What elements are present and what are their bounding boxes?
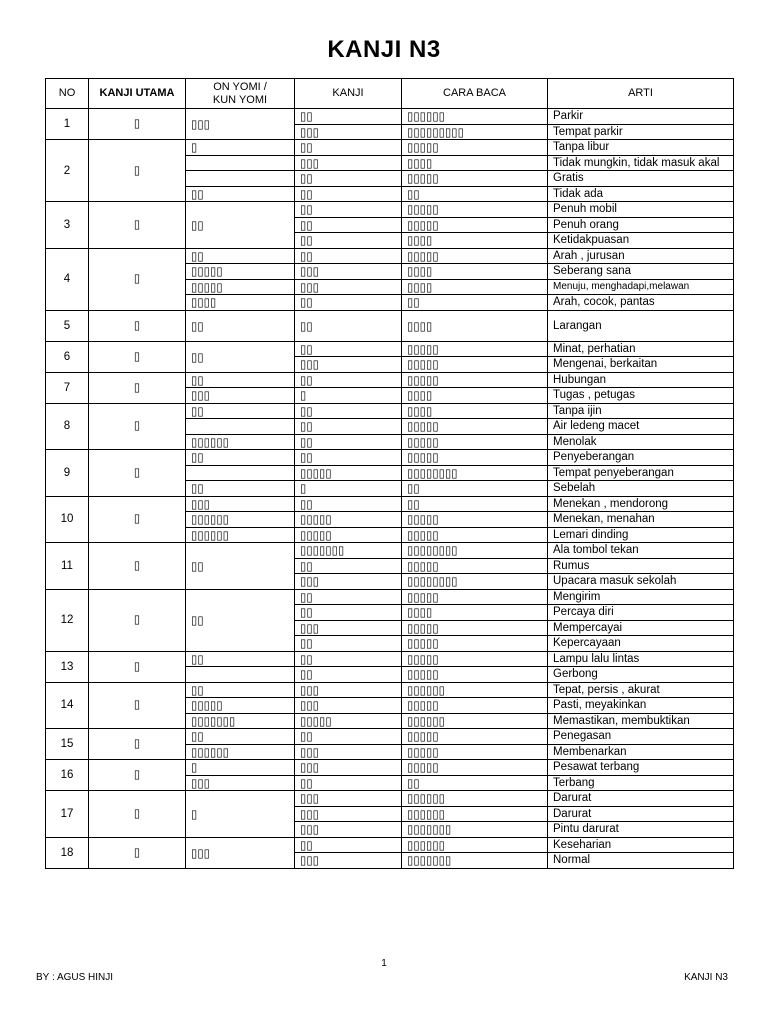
cell-no: 14 [46,682,89,729]
cell-arti: Menuju, menghadapi,melawan [548,279,734,295]
cell-arti: Penegasan [548,729,734,745]
cell-kanji-utama: ▯ [89,496,186,543]
cell-cara-baca: ▯▯▯▯▯ [402,527,548,543]
cell-cara-baca: ▯▯▯▯▯▯ [402,837,548,853]
table-row [46,109,734,125]
cell-cara-baca: ▯▯▯▯▯▯ [402,682,548,698]
cell-no: 3 [46,202,89,249]
cell-arti: Pintu darurat [548,822,734,838]
cell-arti: Pasti, meyakinkan [548,698,734,714]
cell-cara-baca: ▯▯▯▯ [402,233,548,249]
table-row [46,589,734,605]
cell-kanji-utama: ▯ [89,682,186,729]
cell-on-kun-yomi: ▯▯▯▯▯▯ [186,744,295,760]
cell-on-kun-yomi: ▯▯▯ [186,388,295,404]
table-row [46,729,734,745]
cell-kanji: ▯▯ [295,140,402,156]
cell-arti: Upacara masuk sekolah [548,574,734,590]
cell-on-kun-yomi: ▯▯▯ [186,837,295,868]
cell-kanji-utama: ▯ [89,760,186,791]
table-row [46,791,734,807]
table-row [46,248,734,264]
cell-kanji-utama: ▯ [89,248,186,310]
cell-cara-baca: ▯▯▯▯▯▯▯▯ [402,543,548,559]
cell-on-kun-yomi: ▯▯▯ [186,496,295,512]
cell-kanji: ▯▯▯ [295,744,402,760]
cell-on-kun-yomi: ▯▯▯▯ [186,295,295,311]
cell-arti: Tempat parkir [548,124,734,140]
cell-no: 15 [46,729,89,760]
cell-kanji: ▯▯▯ [295,853,402,869]
cell-kanji: ▯▯ [295,450,402,466]
cell-arti: Penuh mobil [548,202,734,218]
cell-arti: Minat, perhatian [548,341,734,357]
cell-no: 13 [46,651,89,682]
cell-on-kun-yomi: ▯▯▯▯▯▯ [186,527,295,543]
cell-arti: Tempat penyeberangan [548,465,734,481]
cell-arti: Darurat [548,806,734,822]
cell-on-kun-yomi: ▯ [186,760,295,776]
cell-kanji: ▯▯ [295,419,402,435]
cell-kanji: ▯▯ [295,775,402,791]
cell-kanji: ▯▯ [295,636,402,652]
cell-cara-baca: ▯▯▯▯▯▯▯▯ [402,574,548,590]
cell-arti: Gratis [548,171,734,187]
cell-kanji: ▯▯ [295,403,402,419]
cell-on-kun-yomi: ▯▯ [186,729,295,745]
cell-kanji: ▯▯▯ [295,124,402,140]
cell-kanji: ▯▯▯▯▯ [295,713,402,729]
cell-kanji: ▯▯▯▯▯ [295,512,402,528]
cell-cara-baca: ▯▯ [402,186,548,202]
cell-kanji-utama: ▯ [89,729,186,760]
table-row [46,682,734,698]
table-row [46,651,734,667]
cell-on-kun-yomi: ▯▯ [186,186,295,202]
header-on-kun-text: ON YOMI / KUN YOMI [212,80,268,106]
cell-cara-baca: ▯▯▯▯▯ [402,698,548,714]
cell-kanji: ▯▯ [295,558,402,574]
cell-on-kun-yomi [186,465,295,481]
cell-on-kun-yomi: ▯▯ [186,372,295,388]
cell-on-kun-yomi: ▯▯▯ [186,109,295,140]
cell-arti: Mempercayai [548,620,734,636]
cell-no: 10 [46,496,89,543]
cell-kanji-utama: ▯ [89,310,186,341]
cell-arti: Parkir [548,109,734,125]
table-row [46,543,734,559]
table-row [46,403,734,419]
cell-on-kun-yomi: ▯▯ [186,341,295,372]
cell-kanji-utama: ▯ [89,140,186,202]
cell-kanji: ▯▯ [295,310,402,341]
cell-kanji: ▯▯ [295,496,402,512]
cell-kanji: ▯▯▯▯▯ [295,527,402,543]
cell-on-kun-yomi: ▯▯▯▯▯▯▯ [186,713,295,729]
cell-cara-baca: ▯▯▯▯▯▯ [402,806,548,822]
cell-cara-baca: ▯▯▯▯▯ [402,171,548,187]
cell-kanji: ▯▯ [295,109,402,125]
cell-cara-baca: ▯▯▯▯▯▯▯ [402,822,548,838]
cell-on-kun-yomi: ▯▯ [186,450,295,466]
cell-kanji: ▯▯ [295,295,402,311]
cell-kanji: ▯▯ [295,667,402,683]
cell-kanji: ▯▯▯▯▯ [295,465,402,481]
footer-author: BY : AGUS HINJI [36,972,114,983]
cell-cara-baca: ▯▯▯▯ [402,403,548,419]
cell-kanji-utama: ▯ [89,202,186,249]
cell-cara-baca: ▯▯▯▯▯ [402,512,548,528]
cell-cara-baca: ▯▯▯▯▯ [402,558,548,574]
cell-arti: Sebelah [548,481,734,497]
cell-kanji: ▯▯▯▯▯▯▯ [295,543,402,559]
cell-kanji: ▯ [295,388,402,404]
cell-no: 17 [46,791,89,838]
cell-kanji: ▯▯ [295,837,402,853]
table-row [46,450,734,466]
cell-kanji: ▯▯ [295,186,402,202]
cell-kanji: ▯▯▯ [295,760,402,776]
cell-on-kun-yomi [186,667,295,683]
cell-arti: Darurat [548,791,734,807]
cell-kanji-utama: ▯ [89,341,186,372]
cell-kanji: ▯▯ [295,202,402,218]
table-row [46,202,734,218]
cell-kanji: ▯▯▯ [295,806,402,822]
cell-on-kun-yomi: ▯▯ [186,248,295,264]
cell-kanji: ▯▯▯ [295,574,402,590]
cell-no: 1 [46,109,89,140]
cell-cara-baca: ▯▯▯▯▯ [402,651,548,667]
cell-arti: Membenarkan [548,744,734,760]
cell-kanji-utama: ▯ [89,372,186,403]
cell-kanji: ▯▯▯ [295,698,402,714]
cell-on-kun-yomi: ▯ [186,791,295,838]
cell-no: 9 [46,450,89,497]
cell-cara-baca: ▯▯▯▯▯ [402,620,548,636]
cell-arti: Tugas , petugas [548,388,734,404]
cell-kanji: ▯▯ [295,605,402,621]
cell-kanji: ▯▯ [295,589,402,605]
cell-arti: Terbang [548,775,734,791]
cell-kanji-utama: ▯ [89,589,186,651]
cell-cara-baca: ▯▯ [402,496,548,512]
cell-arti: Lampu lalu lintas [548,651,734,667]
cell-kanji-utama: ▯ [89,651,186,682]
cell-cara-baca: ▯▯▯▯▯ [402,434,548,450]
cell-cara-baca: ▯▯▯▯ [402,264,548,280]
cell-arti: Lemari dinding [548,527,734,543]
page-number: 1 [381,958,387,969]
cell-arti: Kepercayaan [548,636,734,652]
table-body [46,109,734,869]
cell-on-kun-yomi: ▯▯ [186,682,295,698]
cell-on-kun-yomi: ▯▯▯ [186,775,295,791]
header-cara-baca: CARA BACA [402,79,548,109]
cell-arti: Air ledeng macet [548,419,734,435]
cell-cara-baca: ▯▯▯▯▯ [402,744,548,760]
cell-no: 2 [46,140,89,202]
cell-kanji: ▯▯▯ [295,791,402,807]
cell-kanji: ▯▯▯ [295,620,402,636]
cell-arti: Mengirim [548,589,734,605]
cell-arti: Tanpa ijin [548,403,734,419]
cell-arti: Penyeberangan [548,450,734,466]
cell-arti: Arah , jurusan [548,248,734,264]
cell-cara-baca: ▯▯▯▯▯ [402,372,548,388]
cell-arti: Tidak ada [548,186,734,202]
cell-kanji: ▯▯▯ [295,279,402,295]
cell-cara-baca: ▯▯▯▯▯ [402,760,548,776]
cell-cara-baca: ▯▯▯▯▯ [402,636,548,652]
cell-no: 7 [46,372,89,403]
cell-kanji-utama: ▯ [89,109,186,140]
cell-on-kun-yomi: ▯▯ [186,543,295,590]
cell-kanji: ▯▯ [295,729,402,745]
cell-no: 16 [46,760,89,791]
cell-cara-baca: ▯▯▯▯▯▯▯▯ [402,465,548,481]
cell-on-kun-yomi: ▯▯ [186,310,295,341]
cell-arti: Penuh orang [548,217,734,233]
cell-kanji: ▯▯ [295,651,402,667]
cell-arti: Tepat, persis , akurat [548,682,734,698]
table-row [46,837,734,853]
cell-kanji-utama: ▯ [89,450,186,497]
cell-on-kun-yomi: ▯▯▯▯▯ [186,279,295,295]
cell-no: 11 [46,543,89,590]
cell-kanji-utama: ▯ [89,791,186,838]
cell-cara-baca: ▯▯▯▯▯ [402,341,548,357]
cell-cara-baca: ▯▯▯▯▯ [402,419,548,435]
cell-arti: Arah, cocok, pantas [548,295,734,311]
cell-cara-baca: ▯▯▯▯▯ [402,729,548,745]
cell-arti: Ketidakpuasan [548,233,734,249]
cell-cara-baca: ▯▯▯▯ [402,279,548,295]
cell-arti: Menekan , mendorong [548,496,734,512]
cell-arti: Hubungan [548,372,734,388]
cell-cara-baca: ▯▯▯▯▯ [402,450,548,466]
cell-on-kun-yomi: ▯▯▯▯▯ [186,698,295,714]
header-kanji-utama: KANJI UTAMA [89,79,186,109]
cell-kanji: ▯▯ [295,372,402,388]
header-no: NO [46,79,89,109]
cell-on-kun-yomi: ▯ [186,140,295,156]
cell-no: 4 [46,248,89,310]
cell-arti: Memastikan, membuktikan [548,713,734,729]
cell-cara-baca: ▯▯ [402,481,548,497]
cell-kanji: ▯▯▯ [295,264,402,280]
cell-kanji: ▯▯ [295,248,402,264]
cell-arti: Gerbong [548,667,734,683]
table-row [46,760,734,776]
cell-arti: Menekan, menahan [548,512,734,528]
page-title: KANJI N3 [327,36,441,63]
kanji-table [45,78,734,869]
cell-kanji: ▯▯ [295,233,402,249]
cell-cara-baca: ▯▯▯▯▯▯ [402,791,548,807]
cell-cara-baca: ▯▯▯▯▯▯▯ [402,853,548,869]
cell-no: 18 [46,837,89,868]
table-row [46,496,734,512]
cell-arti: Rumus [548,558,734,574]
cell-cara-baca: ▯▯▯▯ [402,388,548,404]
cell-cara-baca: ▯▯▯▯▯▯ [402,109,548,125]
cell-cara-baca: ▯▯▯▯ [402,310,548,341]
cell-on-kun-yomi: ▯▯ [186,403,295,419]
cell-on-kun-yomi [186,419,295,435]
cell-on-kun-yomi: ▯▯▯▯▯▯ [186,512,295,528]
table-row [46,140,734,156]
cell-arti: Seberang sana [548,264,734,280]
cell-arti: Ala tombol tekan [548,543,734,559]
cell-on-kun-yomi: ▯▯▯▯▯▯ [186,434,295,450]
cell-cara-baca: ▯▯▯▯▯ [402,357,548,373]
cell-no: 5 [46,310,89,341]
cell-no: 8 [46,403,89,450]
cell-cara-baca: ▯▯▯▯▯ [402,140,548,156]
cell-cara-baca: ▯▯▯▯▯ [402,217,548,233]
cell-arti: Pesawat terbang [548,760,734,776]
cell-on-kun-yomi [186,171,295,187]
cell-on-kun-yomi: ▯▯▯▯▯ [186,264,295,280]
cell-cara-baca: ▯▯▯▯ [402,155,548,171]
cell-cara-baca: ▯▯ [402,295,548,311]
cell-kanji: ▯▯ [295,217,402,233]
cell-arti: Larangan [548,310,734,341]
cell-on-kun-yomi: ▯▯ [186,202,295,249]
cell-cara-baca: ▯▯▯▯▯▯ [402,713,548,729]
cell-cara-baca: ▯▯▯▯▯▯▯▯▯ [402,124,548,140]
cell-cara-baca: ▯▯ [402,775,548,791]
table-row [46,341,734,357]
cell-kanji: ▯▯ [295,171,402,187]
cell-arti: Mengenai, berkaitan [548,357,734,373]
cell-arti: Tanpa libur [548,140,734,156]
cell-kanji-utama: ▯ [89,403,186,450]
cell-kanji: ▯▯ [295,434,402,450]
cell-arti: Percaya diri [548,605,734,621]
cell-kanji: ▯▯▯ [295,682,402,698]
table-header-row [46,79,734,109]
cell-kanji: ▯▯▯ [295,822,402,838]
table-row [46,372,734,388]
cell-no: 6 [46,341,89,372]
cell-kanji-utama: ▯ [89,543,186,590]
footer-doc-title: KANJI N3 [684,972,728,983]
cell-on-kun-yomi [186,155,295,171]
cell-cara-baca: ▯▯▯▯▯ [402,202,548,218]
header-on-kun-yomi [186,79,295,109]
cell-kanji: ▯▯ [295,341,402,357]
cell-cara-baca: ▯▯▯▯▯ [402,589,548,605]
cell-arti: Normal [548,853,734,869]
table-row [46,310,734,341]
cell-on-kun-yomi: ▯▯ [186,589,295,651]
cell-arti: Menolak [548,434,734,450]
header-kanji: KANJI [295,79,402,109]
cell-kanji: ▯▯▯ [295,357,402,373]
cell-cara-baca: ▯▯▯▯▯ [402,248,548,264]
cell-kanji: ▯▯▯ [295,155,402,171]
cell-cara-baca: ▯▯▯▯ [402,605,548,621]
header-arti: ARTI [548,79,734,109]
cell-arti: Keseharian [548,837,734,853]
cell-on-kun-yomi: ▯▯ [186,651,295,667]
cell-kanji-utama: ▯ [89,837,186,868]
cell-kanji: ▯ [295,481,402,497]
cell-arti: Tidak mungkin, tidak masuk akal [548,155,734,171]
cell-on-kun-yomi: ▯▯ [186,481,295,497]
cell-cara-baca: ▯▯▯▯▯ [402,667,548,683]
cell-no: 12 [46,589,89,651]
